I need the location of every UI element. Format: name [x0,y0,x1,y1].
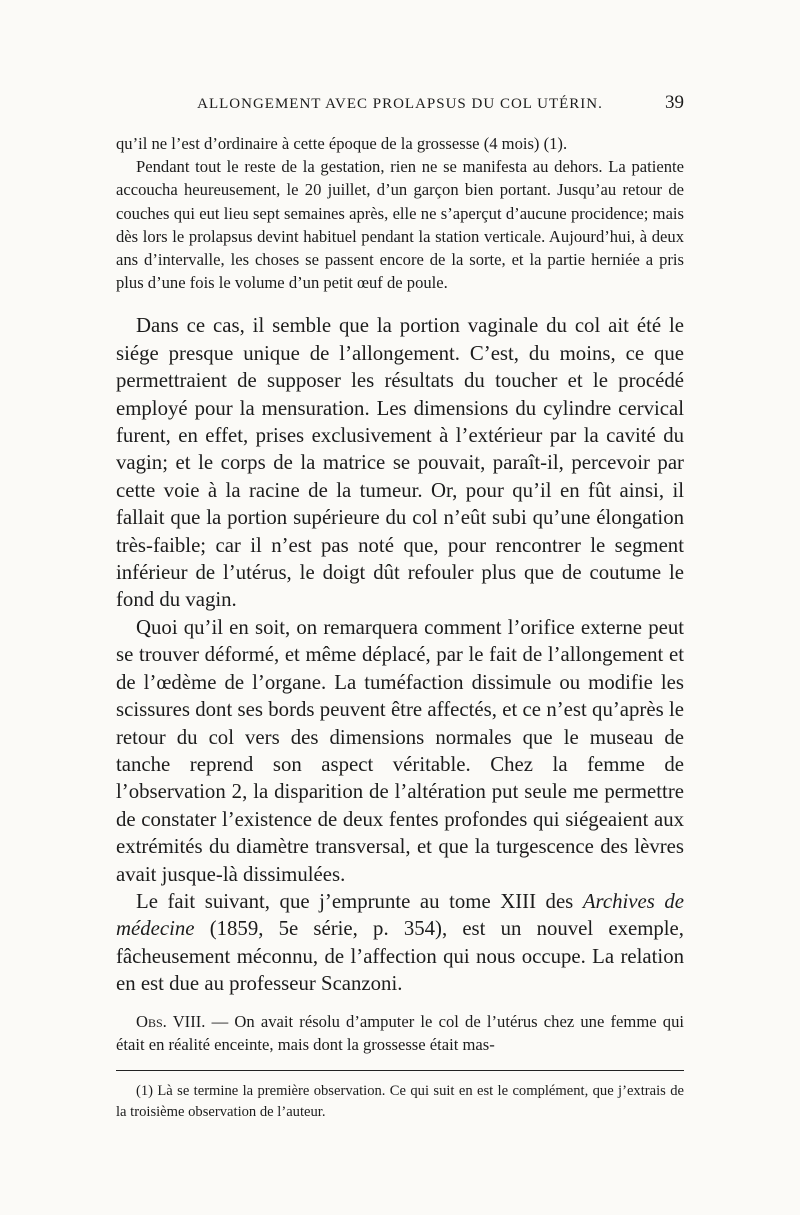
observation-text: — On avait résolu d’amputer le col de l’utérus chez une femme qui était en réalité enceinte, mais dont la grossesse était mas- [116,1011,684,1054]
page-number: 39 [665,92,684,113]
spacer [116,294,684,312]
paragraph-continuation: qu’il ne l’est d’ordinaire à cette époque de la grossesse (4 mois) (1). [116,134,568,153]
running-title: ALLONGEMENT AVEC PROLAPSUS DU COL UTÉRIN. [197,96,603,112]
paragraph-cas: Dans ce cas, il semble que la portion vaginale du col ait été le siége presque unique de l’allongement. C’est, du moins, ce que permettraient de supposer les résultats du toucher et le procédé employé pour la mensuration. Les dimensions du cylindre cervical furent, en effet, prises exclusivement à l’extérieur par la cavité du vagin; et le corps de la matrice se pouvait, paraît-il, percevoir par cette voie à la racine de la tumeur. Or, pour qu’il en fût ainsi, il fallait que la portion supérieure du col n’eût subi qu’une élongation très-faible; car il n’est pas noté que, pour rencontrer le segment inférieur de l’utérus, le doigt dût refouler plus que de coutume le fond du vagin. [116,314,684,612]
paragraph-gestation: Pendant tout le reste de la gestation, rien ne se manifesta au dehors. La patiente accoucha heureusement, le 20 juillet, d’un garçon bien portant. Jusqu’au retour de couches qui eut lieu sept semaines après, elle ne s’aperçut d’aucune procidence; mais dès lors le prolapsus devint habituel pendant la station verticale. Aujourd’hui, à deux ans d’intervalle, les choses se passent encore de la sorte, et la partie herniée a pris plus d’une fois le volume d’un petit œuf de poule. [116,157,684,293]
paragraph-orifice: Quoi qu’il en soit, on remarquera comment l’orifice externe peut se trouver déformé, et même déplacé, par le fait de l’allongement et de l’œdème de l’organe. La tuméfaction dissimule ou modifie les scissures dont ses bords peuvent être affectés, et ce n’est qu’après le retour du col vers des dimensions normales que le museau de tanche reprend son aspect véritable. Chez la femme de l’observation 2, la disparition de l’altération put seule me permettre de constater l’existence de deux fentes profondes qui siégeaient aux extrémités du diamètre transversal, et que la turgescence des lèvres avait jusque-là dissimulées. [116,615,684,886]
book-page [116,92,684,1123]
spacer [116,998,684,1010]
observation-label: Obs. VIII. [136,1011,206,1031]
archives-text-after: (1859, 5e série, p. 354), est un nouvel exemple, fâcheusement méconnu, de l’affection qui nous occupe. La relation en est due au professeur Scanzoni. [116,917,684,996]
observation-paragraph [116,1010,684,1056]
footnote-rule [116,1070,684,1071]
page-header [116,92,684,122]
archives-journal-title: Archives de médecine [116,889,684,941]
footnote: (1) Là se termine la première observation. Ce qui suit en est le complément, que j’extrais de la troisième observation de l’auteur. [116,1082,684,1120]
paragraph-archives [116,888,684,998]
archives-text-before: Le fait suivant, que j’emprunte au tome XIII des [136,889,583,913]
